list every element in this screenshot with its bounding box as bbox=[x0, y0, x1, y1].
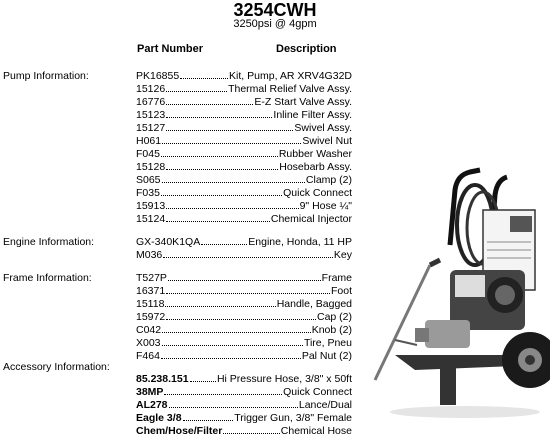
part-number: X003 bbox=[136, 337, 161, 349]
part-row bbox=[136, 272, 352, 284]
dot-leader bbox=[166, 207, 298, 209]
dot-leader bbox=[168, 279, 321, 281]
part-number: GX-340K1QA bbox=[136, 236, 201, 248]
part-description: E-Z Start Valve Assy. bbox=[254, 96, 352, 108]
part-description: Clamp (2) bbox=[305, 174, 352, 186]
part-row bbox=[136, 249, 352, 261]
part-row bbox=[136, 236, 352, 248]
part-row bbox=[136, 337, 352, 349]
part-description: Kit, Pump, AR XRV4G32D bbox=[229, 70, 352, 82]
dot-leader bbox=[165, 305, 275, 307]
part-description: Pal Nut (2) bbox=[301, 350, 352, 362]
part-row bbox=[136, 70, 352, 82]
part-description: Hi Pressure Hose, 3/8" x 50ft bbox=[216, 373, 352, 385]
part-number: 15127 bbox=[136, 122, 166, 134]
part-description: Thermal Relief Valve Assy. bbox=[228, 83, 352, 95]
part-number: 85.238.151 bbox=[136, 373, 189, 385]
part-description: Key bbox=[333, 249, 352, 261]
part-description: Cap (2) bbox=[316, 311, 352, 323]
part-number: H061 bbox=[136, 135, 162, 147]
dot-leader bbox=[166, 90, 227, 92]
part-row bbox=[136, 285, 352, 297]
part-number: 15126 bbox=[136, 83, 166, 95]
part-description: Engine, Honda, 11 HP bbox=[248, 236, 352, 248]
part-number: 15128 bbox=[136, 161, 166, 173]
part-row bbox=[136, 373, 352, 385]
dot-leader bbox=[166, 116, 272, 118]
part-number: 15118 bbox=[136, 298, 165, 310]
part-row bbox=[136, 324, 352, 336]
part-description: Hosebarb Assy. bbox=[279, 161, 352, 173]
dot-leader bbox=[166, 292, 330, 294]
part-row bbox=[136, 386, 352, 398]
part-number: F035 bbox=[136, 187, 160, 199]
part-row bbox=[136, 83, 352, 95]
part-description: Quick Connect bbox=[283, 386, 352, 398]
part-number: F464 bbox=[136, 350, 160, 362]
part-number: T527P bbox=[136, 272, 167, 284]
dot-leader bbox=[201, 243, 247, 245]
part-number: 15123 bbox=[136, 109, 166, 121]
part-description: Chemical Injector bbox=[270, 213, 352, 225]
part-row bbox=[136, 200, 352, 212]
section-label: Engine Information: bbox=[3, 236, 95, 248]
part-number-header: Part Number bbox=[137, 43, 204, 55]
dot-leader bbox=[163, 256, 333, 258]
part-number: 15124 bbox=[136, 213, 166, 225]
part-number: F045 bbox=[136, 148, 160, 160]
part-description: Handle, Bagged bbox=[276, 298, 352, 310]
part-row bbox=[136, 425, 352, 437]
part-number: Chem/Hose/Filter bbox=[136, 425, 223, 437]
dot-leader bbox=[223, 432, 279, 434]
dot-leader bbox=[166, 168, 278, 170]
part-description: Quick Connect bbox=[283, 187, 352, 199]
part-row bbox=[136, 174, 352, 186]
dot-leader bbox=[161, 155, 278, 157]
pressure-washer-image bbox=[355, 150, 550, 443]
part-number: Eagle 3/8 bbox=[136, 412, 182, 424]
dot-leader bbox=[169, 406, 298, 408]
part-row bbox=[136, 96, 352, 108]
part-row bbox=[136, 135, 352, 147]
dot-leader bbox=[180, 77, 228, 79]
part-description: Knob (2) bbox=[311, 324, 352, 336]
dot-leader bbox=[162, 142, 301, 144]
part-number: PK16855 bbox=[136, 70, 180, 82]
dot-leader bbox=[166, 103, 253, 105]
part-number: 16371 bbox=[136, 285, 166, 297]
part-row bbox=[136, 122, 352, 134]
dot-leader bbox=[162, 331, 311, 333]
part-description: Chemical Hose bbox=[280, 425, 352, 437]
part-row bbox=[136, 412, 352, 424]
model-title: 3254CWH bbox=[233, 0, 317, 20]
dot-leader bbox=[164, 393, 282, 395]
part-description: Swivel Nut bbox=[302, 135, 352, 147]
section-label: Frame Information: bbox=[3, 272, 92, 284]
part-row bbox=[136, 311, 352, 323]
part-row bbox=[136, 350, 352, 362]
part-row bbox=[136, 109, 352, 121]
part-row bbox=[136, 148, 352, 160]
part-description: Swivel Assy. bbox=[294, 122, 352, 134]
section-label: Pump Information: bbox=[3, 70, 89, 82]
part-row bbox=[136, 399, 352, 411]
part-description: Inline Filter Assy. bbox=[273, 109, 352, 121]
part-number: S065 bbox=[136, 174, 161, 186]
part-row bbox=[136, 213, 352, 225]
section-label: Accessory Information: bbox=[3, 361, 110, 373]
part-number: 15913 bbox=[136, 200, 166, 212]
dot-leader bbox=[166, 318, 316, 320]
part-number: 38MP bbox=[136, 386, 164, 398]
part-number: AL278 bbox=[136, 399, 168, 411]
dot-leader bbox=[183, 419, 234, 421]
part-description: Trigger Gun, 3/8" Female bbox=[234, 412, 352, 424]
model-subtitle: 3250psi @ 4gpm bbox=[233, 18, 317, 30]
dot-leader bbox=[190, 380, 216, 382]
part-description: 9" Hose ¼" bbox=[299, 200, 352, 212]
dot-leader bbox=[166, 220, 270, 222]
part-description: Rubber Washer bbox=[278, 148, 352, 160]
part-description: Lance/Dual bbox=[298, 399, 352, 411]
part-number: M036 bbox=[136, 249, 163, 261]
part-number: 16776 bbox=[136, 96, 166, 108]
part-number: C042 bbox=[136, 324, 162, 336]
dot-leader bbox=[162, 181, 305, 183]
part-row bbox=[136, 161, 352, 173]
part-row bbox=[136, 298, 352, 310]
dot-leader bbox=[166, 129, 293, 131]
part-description: Tire, Pneu bbox=[303, 337, 352, 349]
part-row bbox=[136, 187, 352, 199]
description-header: Description bbox=[276, 43, 337, 55]
dot-leader bbox=[161, 194, 282, 196]
part-number: 15972 bbox=[136, 311, 166, 323]
dot-leader bbox=[161, 357, 301, 359]
dot-leader bbox=[162, 344, 303, 346]
part-description: Frame bbox=[321, 272, 352, 284]
part-description: Foot bbox=[330, 285, 352, 297]
